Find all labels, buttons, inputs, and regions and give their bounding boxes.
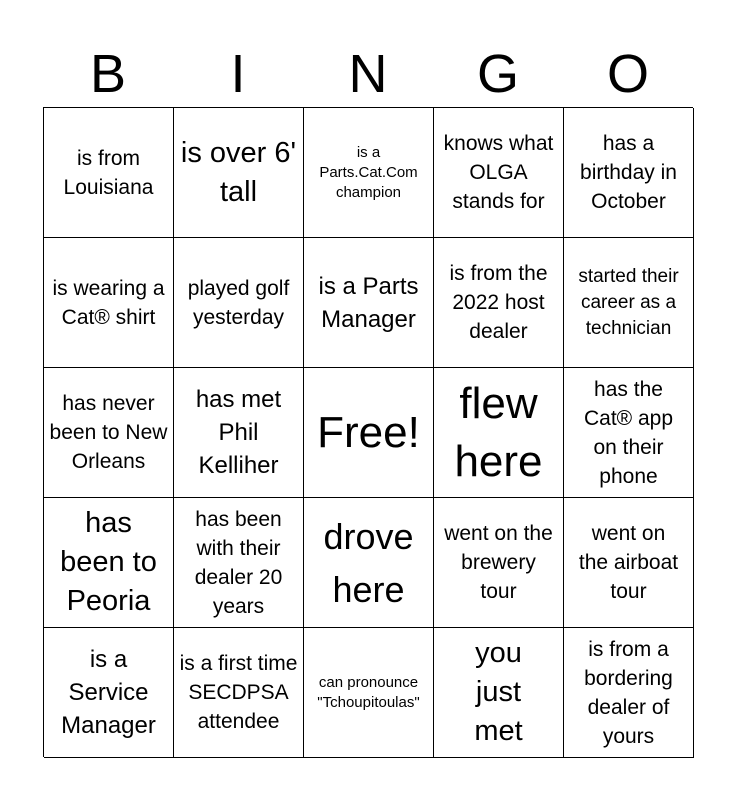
bingo-cell[interactable] — [434, 368, 564, 498]
cell-text: is over 6' tall — [180, 136, 297, 208]
bingo-cell[interactable] — [174, 498, 304, 628]
cell-text: has been to Peoria — [60, 507, 157, 617]
cell-text: can pronounce "Tchoupitoulas" — [317, 673, 420, 711]
bingo-cell[interactable] — [564, 498, 694, 628]
cell-text: is from Louisiana — [63, 146, 154, 199]
bingo-cell[interactable] — [44, 498, 174, 628]
bingo-cell[interactable] — [434, 238, 564, 368]
bingo-cell[interactable] — [304, 238, 434, 368]
bingo-cell[interactable] — [304, 108, 434, 238]
cell-text: is from the 2022 host dealer — [449, 262, 548, 343]
bingo-cell[interactable] — [174, 108, 304, 238]
bingo-cell[interactable] — [174, 238, 304, 368]
cell-text: has met Phil Kelliher — [195, 386, 282, 479]
bingo-header — [43, 40, 693, 108]
cell-text: is from a bordering dealer of yours — [584, 637, 673, 748]
bingo-cell[interactable] — [44, 238, 174, 368]
bingo-cell[interactable] — [304, 498, 434, 628]
bingo-cell[interactable] — [304, 628, 434, 758]
cell-text: is a first time SECDPSA attendee — [179, 652, 298, 733]
bingo-cell[interactable] — [174, 628, 304, 758]
header-letter-b: B — [89, 44, 127, 104]
bingo-cell[interactable] — [44, 628, 174, 758]
cell-text: is a Service Manager — [61, 646, 156, 739]
bingo-cell[interactable] — [304, 368, 434, 498]
bingo-cell[interactable] — [564, 108, 694, 238]
cell-text: is wearing a Cat® shirt — [52, 276, 165, 329]
cell-text: played golf yesterday — [187, 276, 290, 329]
bingo-cell[interactable] — [434, 498, 564, 628]
bingo-cell[interactable] — [564, 238, 694, 368]
cell-text: flew here — [454, 378, 543, 486]
cell-text: has the Cat® app on their phone — [583, 377, 674, 488]
bingo-cell[interactable] — [564, 628, 694, 758]
bingo-cell[interactable] — [434, 628, 564, 758]
cell-text: went on the brewery tour — [444, 522, 553, 603]
cell-text: has never been to New Orleans — [49, 392, 168, 473]
cell-text: drove here — [323, 515, 414, 610]
bingo-cell[interactable] — [564, 368, 694, 498]
bingo-cell[interactable] — [44, 108, 174, 238]
header-letter-i: I — [230, 44, 246, 104]
bingo-cell[interactable] — [434, 108, 564, 238]
cell-text: has a birthday in October — [580, 132, 677, 213]
cell-text: knows what OLGA stands for — [443, 132, 554, 213]
cell-text: started their career as a technician — [578, 265, 679, 339]
cell-text: you just met — [474, 637, 523, 747]
header-letter-o: O — [606, 44, 649, 104]
bingo-card-grid — [43, 107, 693, 757]
cell-text: is a Parts Manager — [318, 272, 419, 333]
cell-text: is a Parts.Cat.Com champion — [319, 143, 418, 201]
cell-text: went on the airboat tour — [578, 522, 679, 603]
cell-text: Free! — [317, 407, 420, 457]
header-letter-g: G — [476, 44, 519, 104]
cell-text: has been with their dealer 20 years — [194, 507, 283, 618]
header-letter-n: N — [348, 44, 388, 104]
bingo-cell[interactable] — [44, 368, 174, 498]
bingo-cell[interactable] — [174, 368, 304, 498]
